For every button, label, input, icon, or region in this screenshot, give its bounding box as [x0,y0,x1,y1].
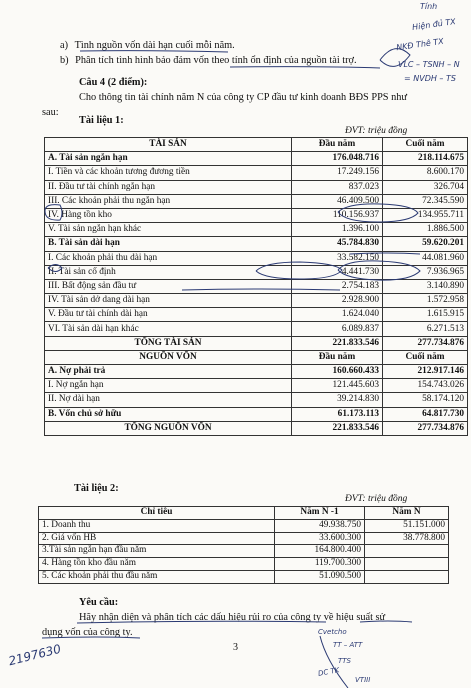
table-row [45,194,468,208]
row-end: 326.704 [383,180,468,194]
question-title: Câu 4 (2 điểm): [79,77,148,88]
item-a [60,39,235,52]
row-end: 72.345.590 [383,194,468,208]
requirement-line-2: dụng vốn của công ty. [42,627,133,638]
table-row [45,152,468,166]
row-start: 33.582.150 [292,251,383,265]
header-indicator: Chỉ tiêu [39,507,275,520]
row-start: 2.754.183 [292,279,383,293]
table-row [39,570,449,583]
handwritten-note: Tính [420,2,438,11]
table-row [45,223,468,237]
table-row [45,251,468,265]
table-row [45,166,468,180]
table-header-row [39,507,449,520]
table-row [45,308,468,322]
header-capital: NGUỒN VỐN [45,350,292,364]
total-assets-row [45,336,468,350]
total-capital-row [45,421,468,435]
header-prev-year: Năm N -1 [275,507,365,520]
row-end: 7.936.965 [383,265,468,279]
row-start: 121.445.603 [292,379,383,393]
item-b-label: b) [60,55,69,66]
row-label: A. Nợ phải trả [45,365,292,379]
row-label: V. Tài sản ngắn hạn khác [45,223,292,237]
header-end: Cuối năm [383,138,468,152]
requirement-title: Yêu cầu: [79,597,119,608]
row-prev: 49.938.750 [275,519,365,532]
handwritten-note: VLC – TSNH – N [398,60,460,69]
doc1-title: Tài liệu 1: [79,115,124,126]
row-start: 17.249.156 [292,166,383,180]
table-row [45,279,468,293]
row-label: TỔNG NGUỒN VỐN [45,421,292,435]
table-row [39,545,449,558]
header-start: Đầu năm [292,138,383,152]
table-row [45,407,468,421]
row-end: 3.140.890 [383,279,468,293]
table-row [45,237,468,251]
row-start: 221.833.546 [292,421,383,435]
row-start: 6.089.837 [292,322,383,336]
row-end: 277.734.876 [383,421,468,435]
row-end: 44.081.960 [383,251,468,265]
row-label: 5. Các khoản phải thu đầu năm [39,570,275,583]
row-curr [365,570,449,583]
row-end: 1.886.500 [383,223,468,237]
table-row [45,322,468,336]
row-label: V. Đầu tư tài chính dài hạn [45,308,292,322]
handwritten-note: TTS [338,657,351,665]
row-start: 61.173.113 [292,407,383,421]
table-row [45,265,468,279]
row-label: II. Nợ dài hạn [45,393,292,407]
table-row [45,294,468,308]
table-row [39,558,449,571]
handwritten-note: DC TK [317,666,340,678]
row-label: B. Tài sản dài hạn [45,237,292,251]
handwritten-note: 2197630 [7,641,63,669]
row-label: 4. Hàng tồn kho đầu năm [39,558,275,571]
row-start: 837.023 [292,180,383,194]
row-curr [365,545,449,558]
row-end: 58.174.120 [383,393,468,407]
table-row [39,532,449,545]
row-label: I. Tiền và các khoản tương đương tiền [45,166,292,180]
handwritten-note: NKĐ Thê TX [395,36,445,53]
row-prev: 33.600.300 [275,532,365,545]
row-label: B. Vốn chủ sở hữu [45,407,292,421]
row-end: 6.271.513 [383,322,468,336]
row-end: 134.955.711 [383,208,468,222]
page-number: 3 [233,642,238,653]
row-start: 110.156.937 [292,208,383,222]
row-label: I. Nợ ngắn hạn [45,379,292,393]
row-start: 4.441.730 [292,265,383,279]
table-row [45,365,468,379]
indicators-table [38,506,449,584]
row-label: IV. Hàng tồn kho [45,208,292,222]
row-prev: 51.090.500 [275,570,365,583]
handwritten-note: Hiện đủ TX [411,16,457,33]
requirement-line-1: Hãy nhận diện và phân tích các dấu hiệu rủi ro của công ty về hiệu suất sử [79,612,386,623]
row-label: III. Các khoản phải thu ngắn hạn [45,194,292,208]
handwritten-note: Cvetcho [318,628,347,636]
doc1-unit: ĐVT: triệu đồng [345,126,408,136]
row-start: 1.624.040 [292,308,383,322]
row-label: II. Đầu tư tài chính ngắn hạn [45,180,292,194]
handwritten-note: = NVDH – TS [404,74,456,83]
row-label: VI. Tài sản dài hạn khác [45,322,292,336]
item-a-text: Tình nguồn vốn dài hạn cuối mỗi năm. [74,40,235,51]
item-a-label: a) [60,40,68,51]
row-end: 64.817.730 [383,407,468,421]
header-end: Cuối năm [383,350,468,364]
row-label: III. Bất động sản đầu tư [45,279,292,293]
header-assets: TÀI SẢN [45,138,292,152]
table-row [45,208,468,222]
balance-sheet-table [44,137,468,436]
header-start: Đầu năm [292,350,383,364]
row-start: 160.660.433 [292,365,383,379]
header-curr-year: Năm N [365,507,449,520]
row-label: A. Tài sản ngắn hạn [45,152,292,166]
row-label: 3.Tài sản ngắn hạn đầu năm [39,545,275,558]
row-label: 2. Giá vốn HB [39,532,275,545]
handwritten-note: VTIII [355,676,371,684]
row-start: 39.214.830 [292,393,383,407]
item-b-text: Phân tích tình hình bảo đảm vốn theo tính ổn định của nguồn tài trợ. [75,55,357,66]
row-end: 1.615.915 [383,308,468,322]
doc2-title: Tài liệu 2: [74,483,119,494]
table-row [45,180,468,194]
row-end: 212.917.146 [383,365,468,379]
row-end: 59.620.201 [383,237,468,251]
row-curr: 38.778.800 [365,532,449,545]
row-prev: 119.700.300 [275,558,365,571]
row-end: 218.114.675 [383,152,468,166]
table-header-row [45,138,468,152]
table-row [45,393,468,407]
capital-header-row [45,350,468,364]
question-intro-2: sau: [42,107,59,118]
row-label: 1. Doanh thu [39,519,275,532]
table-row [39,519,449,532]
row-label: TỔNG TÀI SẢN [45,336,292,350]
row-label: II. Tài sản cố định [45,265,292,279]
row-start: 46.409.500 [292,194,383,208]
question-intro-1: Cho thông tin tài chính năm N của công ty CP đầu tư kinh doanh BĐS PPS như [79,92,407,103]
row-label: I. Các khoản phải thu dài hạn [45,251,292,265]
row-start: 1.396.100 [292,223,383,237]
table-row [45,379,468,393]
row-end: 154.743.026 [383,379,468,393]
row-curr [365,558,449,571]
row-start: 2.928.900 [292,294,383,308]
row-curr: 51.151.000 [365,519,449,532]
handwritten-note: TT – ATT [333,641,363,649]
row-end: 1.572.958 [383,294,468,308]
row-start: 45.784.830 [292,237,383,251]
row-label: IV. Tài sản dở dang dài hạn [45,294,292,308]
doc2-unit: ĐVT: triệu đồng [345,494,408,504]
row-end: 8.600.170 [383,166,468,180]
item-b [60,54,357,67]
row-end: 277.734.876 [383,336,468,350]
row-start: 221.833.546 [292,336,383,350]
row-start: 176.048.716 [292,152,383,166]
row-prev: 164.800.400 [275,545,365,558]
